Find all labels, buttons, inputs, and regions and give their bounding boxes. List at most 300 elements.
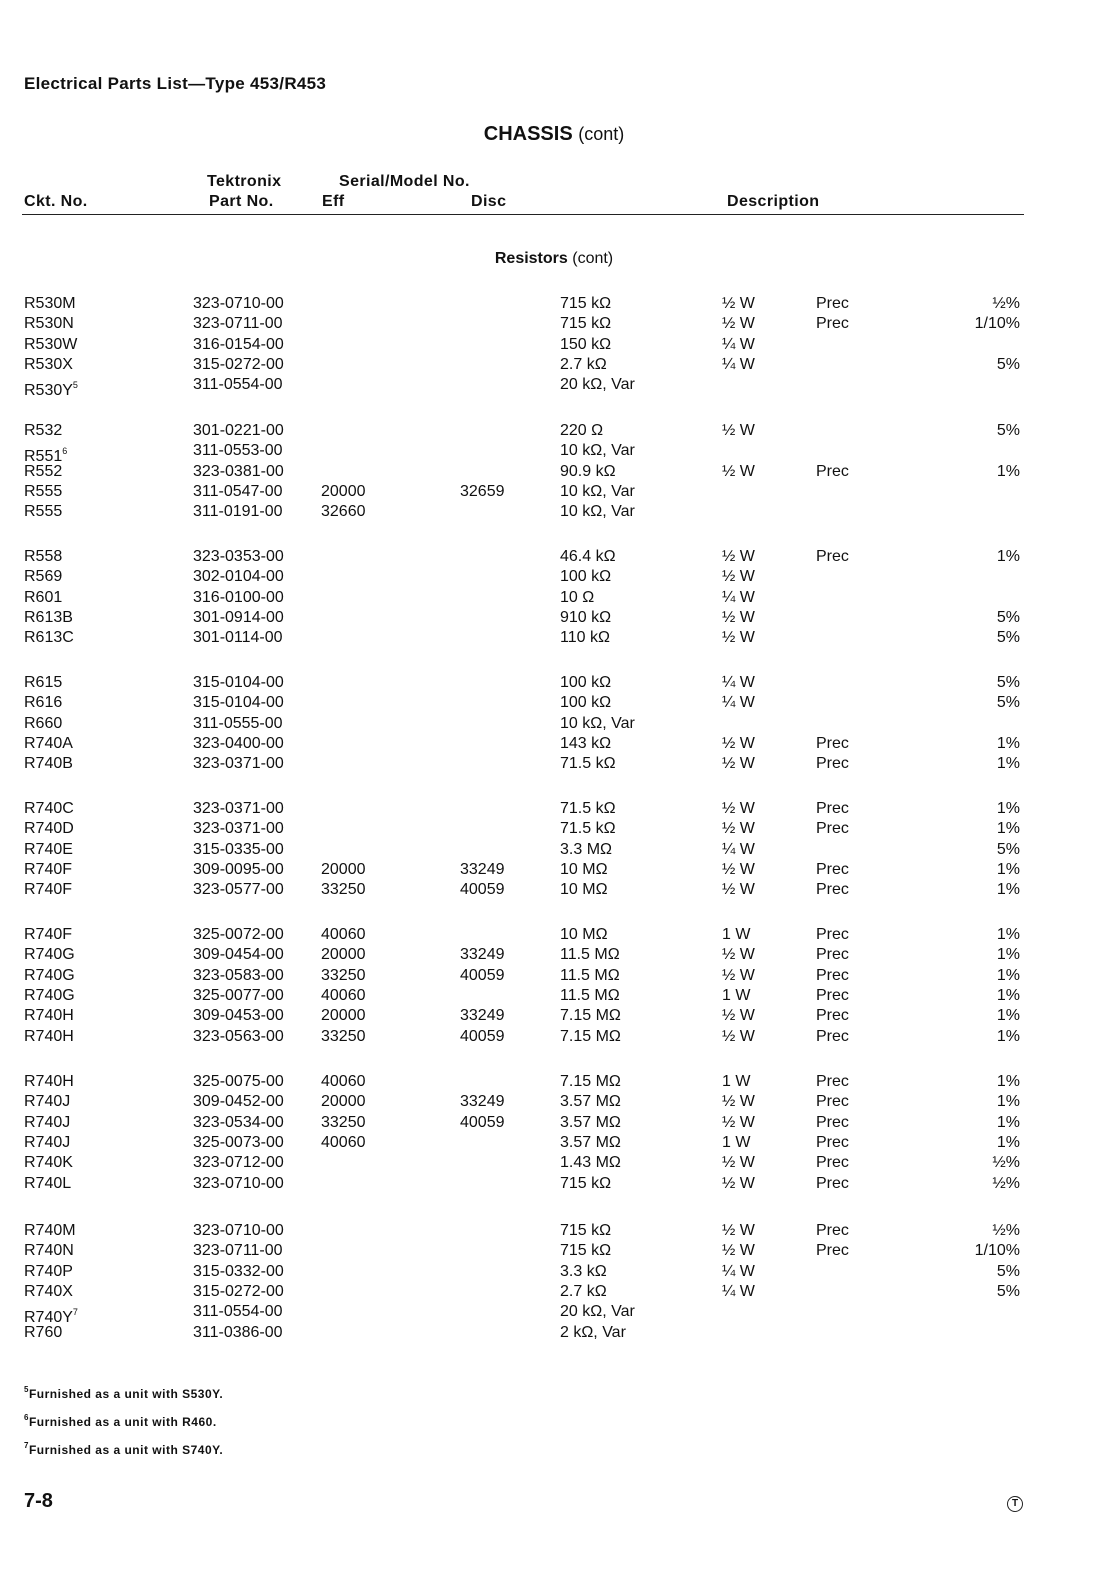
circuit-number: R530N — [24, 315, 74, 333]
resistance-value: 2.7 kΩ — [560, 1282, 607, 1300]
tolerance: 1/10% — [974, 315, 1020, 333]
table-row — [0, 1072, 1108, 1092]
footnote-text: Furnished as a unit with S530Y. — [28, 1387, 224, 1401]
resistance-value: 10 Ω — [560, 588, 595, 606]
resistance-value: 11.5 MΩ — [560, 966, 620, 984]
part-number: 323-0710-00 — [193, 1222, 284, 1239]
serial-disc: 40059 — [460, 881, 505, 899]
part-number: 325-0075-00 — [193, 1073, 284, 1090]
part-number: 323-0371-00 — [193, 820, 284, 838]
footnote-reference: 7 — [72, 1307, 78, 1318]
circuit-number: R740F — [24, 881, 73, 899]
precision: Prec — [816, 755, 849, 773]
tolerance: 1% — [996, 1073, 1020, 1090]
circuit-number: R740J — [24, 1093, 71, 1111]
resistance-value: 10 kΩ, Var — [560, 482, 635, 500]
precision: Prec — [816, 1222, 849, 1239]
resistance-value: 10 MΩ — [560, 860, 608, 878]
tolerance: 1% — [996, 1093, 1020, 1111]
part-number: 325-0077-00 — [193, 986, 284, 1004]
table-row — [0, 754, 1108, 774]
footnote-mark: 6 — [24, 1413, 29, 1422]
running-head: Electrical Parts List—Type 453/R453 — [24, 74, 327, 93]
part-number: 315-0272-00 — [193, 1282, 284, 1300]
table-row — [0, 714, 1108, 734]
circuit-number: R740G — [24, 946, 75, 964]
wattage: ½ W — [722, 548, 755, 565]
subsection-title-text: Resistors — [494, 250, 568, 267]
footnote-mark: 5 — [24, 1385, 29, 1394]
resistance-value: 46.4 kΩ — [560, 548, 616, 565]
part-number: 316-0100-00 — [193, 588, 284, 606]
serial-disc: 33249 — [460, 1007, 505, 1025]
part-number: 315-0272-00 — [193, 355, 284, 373]
precision: Prec — [816, 1007, 849, 1025]
resistance-value: 11.5 MΩ — [560, 946, 620, 964]
subsection-title-suffix: (cont) — [572, 250, 614, 267]
page-number: 7-8 — [24, 1490, 53, 1512]
part-number: 323-0400-00 — [193, 734, 284, 752]
circuit-number: R740L — [24, 1174, 72, 1192]
serial-eff: 40060 — [321, 1073, 366, 1090]
circuit-number: R740H — [24, 1073, 74, 1090]
part-number: 301-0114-00 — [193, 629, 283, 647]
part-number: 323-0534-00 — [193, 1113, 284, 1131]
table-row — [0, 840, 1108, 860]
serial-disc: 40059 — [460, 1113, 505, 1131]
circuit-number: R551 — [24, 448, 63, 466]
table-row — [0, 567, 1108, 587]
tolerance: 1% — [996, 926, 1020, 943]
wattage: ¼ W — [722, 335, 755, 353]
part-number: 301-0221-00 — [193, 422, 284, 439]
circuit-number: R740Y — [24, 1309, 73, 1327]
resistance-value: 2 kΩ, Var — [560, 1323, 626, 1341]
part-number: 302-0104-00 — [193, 568, 284, 586]
serial-eff: 20000 — [321, 1007, 366, 1025]
circuit-number: R740J — [24, 1133, 71, 1151]
wattage: ½ W — [722, 629, 755, 647]
resistance-value: 71.5 kΩ — [560, 820, 616, 838]
resistance-value: 20 kΩ, Var — [560, 1303, 635, 1321]
precision: Prec — [816, 1133, 849, 1151]
circuit-number: R613B — [24, 608, 73, 626]
wattage: ½ W — [722, 1027, 755, 1045]
precision: Prec — [816, 1154, 849, 1172]
wattage: ½ W — [722, 462, 755, 480]
tolerance: 1% — [996, 966, 1020, 984]
circuit-number: R740F — [24, 860, 73, 878]
part-number: 323-0711-00 — [193, 315, 283, 333]
part-number: 323-0711-00 — [193, 1242, 283, 1260]
table-row — [0, 1174, 1108, 1194]
tolerance: 5% — [996, 840, 1020, 858]
serial-disc: 33249 — [460, 1093, 505, 1111]
serial-eff: 20000 — [321, 482, 366, 500]
table-row — [0, 1027, 1108, 1047]
part-number: 311-0554-00 — [193, 1303, 283, 1321]
wattage: ¼ W — [722, 840, 755, 858]
resistance-value: 715 kΩ — [560, 1222, 612, 1239]
circuit-number: R740G — [24, 966, 75, 984]
resistance-value: 71.5 kΩ — [560, 800, 616, 817]
resistance-value: 3.3 kΩ — [560, 1262, 607, 1280]
tolerance: 1% — [996, 860, 1020, 878]
resistance-value: 3.57 MΩ — [560, 1133, 621, 1151]
part-number: 323-0371-00 — [193, 800, 284, 817]
table-row — [0, 375, 1108, 400]
wattage: ½ W — [722, 966, 755, 984]
tolerance: 5% — [996, 1262, 1020, 1280]
serial-eff: 20000 — [321, 860, 366, 878]
wattage: ¼ W — [722, 1282, 755, 1300]
resistance-value: 143 kΩ — [560, 734, 612, 752]
table-row — [0, 441, 1108, 466]
resistance-value: 715 kΩ — [560, 1174, 612, 1192]
part-number: 316-0154-00 — [193, 335, 284, 353]
table-row — [0, 1133, 1108, 1153]
table-row — [0, 986, 1108, 1006]
wattage: ¼ W — [722, 1262, 755, 1280]
circuit-number: R740N — [24, 1242, 74, 1260]
precision: Prec — [816, 734, 849, 752]
tolerance: 5% — [996, 608, 1020, 626]
part-number: 309-0454-00 — [193, 946, 284, 964]
precision: Prec — [816, 462, 849, 480]
part-number: 323-0712-00 — [193, 1154, 284, 1172]
circuit-number: R740B — [24, 755, 73, 773]
column-header-description: Description — [727, 193, 820, 210]
circuit-number: R530Y — [24, 382, 73, 400]
wattage: ½ W — [722, 568, 755, 586]
table-row — [0, 608, 1108, 628]
serial-eff: 20000 — [321, 1093, 366, 1111]
precision: Prec — [816, 881, 849, 899]
table-row — [0, 502, 1108, 522]
footnote-mark: 7 — [24, 1441, 29, 1450]
wattage: ½ W — [722, 860, 755, 878]
table-row — [0, 588, 1108, 608]
serial-disc: 33249 — [460, 860, 505, 878]
table-row — [0, 1302, 1108, 1327]
table-row — [0, 1262, 1108, 1282]
circuit-number: R740D — [24, 820, 74, 838]
precision: Prec — [816, 1093, 849, 1111]
wattage: ½ W — [722, 734, 755, 752]
serial-eff: 40060 — [321, 1133, 366, 1151]
resistance-value: 3.57 MΩ — [560, 1093, 621, 1111]
circuit-number: R532 — [24, 422, 63, 439]
serial-eff: 40060 — [321, 926, 366, 943]
precision: Prec — [816, 548, 849, 565]
table-row — [0, 421, 1108, 441]
wattage: ½ W — [722, 1007, 755, 1025]
wattage: ¼ W — [722, 355, 755, 373]
footnote — [24, 1380, 223, 1408]
serial-disc: 40059 — [460, 1027, 505, 1045]
circuit-number: R740A — [24, 734, 73, 752]
wattage: ¼ W — [722, 674, 755, 691]
circuit-number: R740P — [24, 1262, 73, 1280]
tolerance: ½% — [992, 1154, 1020, 1172]
precision: Prec — [816, 800, 849, 817]
resistance-value: 2.7 kΩ — [560, 355, 607, 373]
part-number: 309-0452-00 — [193, 1093, 284, 1111]
part-number: 323-0371-00 — [193, 755, 284, 773]
serial-eff: 20000 — [321, 946, 366, 964]
tolerance: 1% — [996, 548, 1020, 565]
tolerance: 1% — [996, 1133, 1020, 1151]
precision: Prec — [816, 926, 849, 943]
resistance-value: 10 MΩ — [560, 881, 608, 899]
part-number: 309-0453-00 — [193, 1007, 284, 1025]
resistance-value: 100 kΩ — [560, 674, 612, 691]
tolerance: 5% — [996, 355, 1020, 373]
wattage: ½ W — [722, 1174, 755, 1192]
resistance-value: 90.9 kΩ — [560, 462, 616, 480]
serial-eff: 32660 — [321, 503, 366, 521]
tolerance: ½% — [992, 1222, 1020, 1239]
footnote-reference: 6 — [62, 446, 68, 457]
tolerance: 1% — [996, 946, 1020, 964]
part-number: 323-0381-00 — [193, 462, 284, 480]
wattage: ¼ W — [722, 588, 755, 606]
part-number: 323-0563-00 — [193, 1027, 284, 1045]
footnote-text: Furnished as a unit with S740Y. — [28, 1443, 224, 1457]
precision: Prec — [816, 1174, 849, 1192]
tolerance: 1/10% — [974, 1242, 1020, 1260]
tolerance: 1% — [996, 755, 1020, 773]
table-row — [0, 945, 1108, 965]
part-number: 311-0553-00 — [193, 442, 283, 460]
serial-disc: 40059 — [460, 966, 505, 984]
part-number: 325-0072-00 — [193, 926, 284, 943]
wattage: ½ W — [722, 1093, 755, 1111]
circuit-number: R552 — [24, 462, 63, 480]
circuit-number: R616 — [24, 694, 63, 712]
precision: Prec — [816, 1027, 849, 1045]
footnote-text: Furnished as a unit with R460. — [28, 1415, 217, 1429]
resistance-value: 715 kΩ — [560, 295, 612, 312]
wattage: ½ W — [722, 1154, 755, 1172]
precision: Prec — [816, 295, 849, 312]
serial-eff: 33250 — [321, 881, 366, 899]
precision: Prec — [816, 820, 849, 838]
wattage: ½ W — [722, 800, 755, 817]
precision: Prec — [816, 1242, 849, 1260]
resistance-value: 10 MΩ — [560, 926, 608, 943]
circuit-number: R740J — [24, 1113, 71, 1131]
resistance-value: 20 kΩ, Var — [560, 376, 635, 394]
table-row — [0, 693, 1108, 713]
part-number: 323-0583-00 — [193, 966, 284, 984]
wattage: 1 W — [722, 1073, 751, 1090]
column-header-tektronix: Tektronix — [207, 173, 282, 190]
resistance-value: 3.57 MΩ — [560, 1113, 621, 1131]
table-row — [0, 925, 1108, 945]
resistance-value: 910 kΩ — [560, 608, 612, 626]
tolerance: 5% — [996, 694, 1020, 712]
precision: Prec — [816, 966, 849, 984]
circuit-number: R569 — [24, 568, 63, 586]
table-row — [0, 294, 1108, 314]
column-header-serial-model: Serial/Model No. — [339, 173, 470, 190]
circuit-number: R740M — [24, 1222, 76, 1239]
precision: Prec — [816, 1073, 849, 1090]
tolerance: 1% — [996, 800, 1020, 817]
part-number: 315-0332-00 — [193, 1262, 284, 1280]
circuit-number: R530W — [24, 335, 78, 353]
tektronix-logo-icon: T — [1007, 1496, 1023, 1512]
resistance-value: 715 kΩ — [560, 315, 612, 333]
section-title-suffix: (cont) — [578, 124, 625, 144]
tolerance: 1% — [996, 881, 1020, 899]
wattage: ½ W — [722, 295, 755, 312]
circuit-number: R613C — [24, 629, 74, 647]
wattage: ½ W — [722, 608, 755, 626]
part-number: 323-0577-00 — [193, 881, 284, 899]
circuit-number: R740H — [24, 1007, 74, 1025]
wattage: ½ W — [722, 1222, 755, 1239]
part-number: 315-0104-00 — [193, 694, 284, 712]
precision: Prec — [816, 946, 849, 964]
column-header-part-no: Part No. — [209, 193, 274, 210]
table-row — [0, 966, 1108, 986]
precision: Prec — [816, 1113, 849, 1131]
section-title-text: CHASSIS — [483, 123, 573, 145]
circuit-number: R660 — [24, 714, 63, 732]
resistance-value: 10 kΩ, Var — [560, 442, 635, 460]
circuit-number: R740G — [24, 986, 75, 1004]
precision: Prec — [816, 986, 849, 1004]
circuit-number: R530M — [24, 295, 76, 312]
table-row — [0, 355, 1108, 375]
footnote — [24, 1436, 223, 1464]
table-row — [0, 880, 1108, 900]
table-row — [0, 673, 1108, 693]
table-row — [0, 1282, 1108, 1302]
serial-eff: 33250 — [321, 1027, 366, 1045]
circuit-number: R740E — [24, 840, 73, 858]
table-row — [0, 734, 1108, 754]
table-row — [0, 462, 1108, 482]
resistance-value: 3.3 MΩ — [560, 840, 612, 858]
part-number: 325-0073-00 — [193, 1133, 284, 1151]
resistance-value: 11.5 MΩ — [560, 986, 620, 1004]
resistance-value: 7.15 MΩ — [560, 1073, 621, 1090]
table-row — [0, 1323, 1108, 1343]
wattage: ½ W — [722, 946, 755, 964]
circuit-number: R740K — [24, 1154, 73, 1172]
circuit-number-cell — [24, 375, 78, 401]
resistance-value: 100 kΩ — [560, 694, 612, 712]
wattage: ½ W — [722, 1113, 755, 1131]
column-header-ckt-no: Ckt. No. — [24, 193, 88, 210]
wattage: 1 W — [722, 986, 751, 1004]
resistance-value: 7.15 MΩ — [560, 1007, 621, 1025]
tolerance: 5% — [996, 629, 1020, 647]
part-number: 301-0914-00 — [193, 608, 284, 626]
tolerance: ½% — [992, 295, 1020, 312]
table-row — [0, 1221, 1108, 1241]
part-number: 311-0547-00 — [193, 482, 283, 500]
part-number: 323-0710-00 — [193, 295, 284, 312]
part-number: 311-0386-00 — [193, 1323, 283, 1341]
wattage: ½ W — [722, 755, 755, 773]
circuit-number: R555 — [24, 503, 63, 521]
table-row — [0, 314, 1108, 334]
resistance-value: 220 Ω — [560, 422, 604, 439]
serial-disc: 33249 — [460, 946, 505, 964]
footnote — [24, 1408, 223, 1436]
tolerance: 1% — [996, 462, 1020, 480]
tolerance: 5% — [996, 422, 1020, 439]
table-row — [0, 799, 1108, 819]
table-row — [0, 547, 1108, 567]
circuit-number: R740X — [24, 1282, 73, 1300]
circuit-number: R601 — [24, 588, 63, 606]
circuit-number: R555 — [24, 482, 63, 500]
table-row — [0, 628, 1108, 648]
tolerance: 1% — [996, 1113, 1020, 1131]
tolerance: 1% — [996, 1027, 1020, 1045]
tolerance: 1% — [996, 820, 1020, 838]
serial-eff: 33250 — [321, 1113, 366, 1131]
part-number: 315-0104-00 — [193, 674, 284, 691]
precision: Prec — [816, 860, 849, 878]
wattage: ½ W — [722, 422, 755, 439]
resistance-value: 110 kΩ — [560, 629, 610, 647]
resistance-value: 150 kΩ — [560, 335, 612, 353]
table-row — [0, 819, 1108, 839]
column-header-eff: Eff — [322, 193, 345, 210]
resistance-value: 10 kΩ, Var — [560, 503, 635, 521]
table-row — [0, 1006, 1108, 1026]
wattage: ½ W — [722, 315, 755, 333]
column-header-disc: Disc — [471, 193, 507, 210]
resistance-value: 100 kΩ — [560, 568, 612, 586]
table-row — [0, 1092, 1108, 1112]
table-row — [0, 1113, 1108, 1133]
resistance-value: 10 kΩ, Var — [560, 714, 635, 732]
circuit-number: R740C — [24, 800, 74, 817]
circuit-number: R760 — [24, 1323, 63, 1341]
part-number: 311-0554-00 — [193, 376, 283, 394]
wattage: 1 W — [722, 926, 751, 943]
footnote-reference: 5 — [72, 380, 78, 391]
tolerance: 1% — [996, 1007, 1020, 1025]
wattage: ½ W — [722, 881, 755, 899]
precision: Prec — [816, 315, 849, 333]
footnotes — [24, 1380, 223, 1464]
circuit-number: R740F — [24, 926, 73, 943]
resistance-value: 1.43 MΩ — [560, 1154, 621, 1172]
tolerance: ½% — [992, 1174, 1020, 1192]
tolerance: 1% — [996, 734, 1020, 752]
wattage: ¼ W — [722, 694, 755, 712]
part-number: 323-0353-00 — [193, 548, 284, 565]
tolerance: 5% — [996, 674, 1020, 691]
circuit-number: R615 — [24, 674, 63, 691]
table-row — [0, 860, 1108, 880]
wattage: ½ W — [722, 1242, 755, 1260]
serial-disc: 32659 — [460, 482, 505, 500]
tolerance: 1% — [996, 986, 1020, 1004]
table-row — [0, 1153, 1108, 1173]
part-number: 315-0335-00 — [193, 840, 284, 858]
table-row — [0, 1241, 1108, 1261]
circuit-number: R558 — [24, 548, 63, 565]
